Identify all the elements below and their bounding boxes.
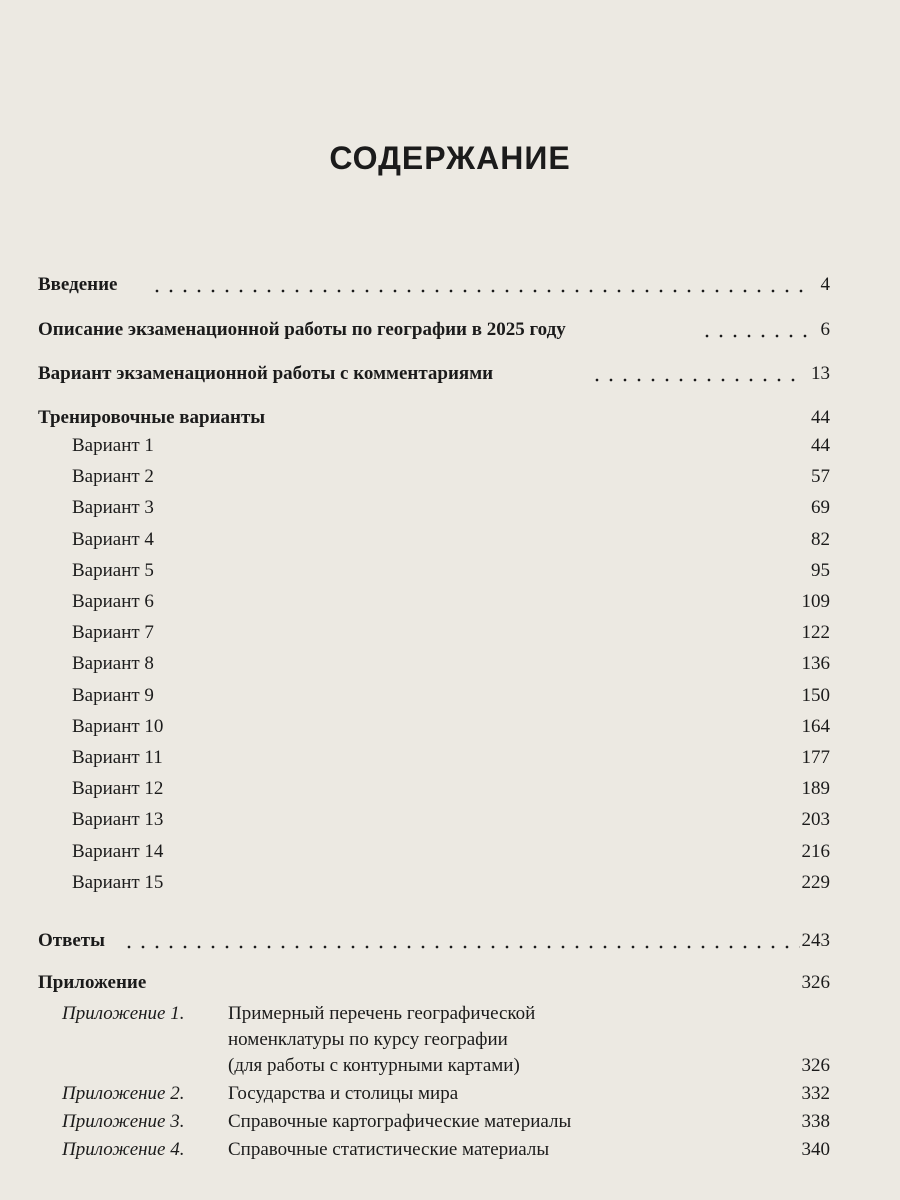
toc-entry-page: 6 [820, 319, 830, 340]
toc-entry-label: Тренировочные варианты [38, 407, 266, 428]
toc-entry-variant [0, 651, 900, 677]
toc-entry-variant [0, 464, 900, 490]
toc-entry-answers [0, 928, 900, 954]
toc-entry-variant [0, 807, 900, 833]
toc-entry-page: 340 [801, 1139, 830, 1160]
toc-entry-label: Приложение [38, 972, 147, 993]
toc-entry-variant [0, 495, 900, 521]
toc-entry-page: 136 [801, 653, 830, 675]
appendix-title-line: Государства и столицы мира [228, 1083, 459, 1104]
toc-appendix-1-line-2 [0, 1027, 900, 1053]
toc-entry-label: Вариант 3 [72, 497, 154, 519]
toc-entry-page: 57 [811, 466, 830, 488]
toc-entry-page: 82 [811, 528, 830, 550]
toc-entry-introduction [0, 272, 900, 298]
toc-entry-label: Ответы [38, 930, 105, 951]
toc-entry-page: 109 [801, 591, 830, 612]
toc-entry-variant [0, 558, 900, 584]
toc-entry-label: Вариант 1 [72, 435, 154, 456]
toc-entry-page: 122 [801, 622, 830, 644]
toc-entry-variant [0, 433, 900, 459]
toc-entry-label: Вариант 5 [72, 559, 154, 581]
toc-appendix-3 [0, 1109, 900, 1135]
toc-entry-page: 13 [811, 363, 830, 384]
toc-entry-label: Вариант 4 [72, 528, 154, 550]
toc-entry-label: Вариант 11 [72, 747, 163, 768]
appendix-prefix: Приложение 3. [62, 1111, 185, 1132]
toc-entry-page: 326 [801, 1055, 830, 1076]
toc-entry-commented-variant [0, 361, 900, 387]
toc-entry-page: 243 [801, 930, 830, 951]
dot-leader [122, 945, 800, 949]
toc-entry-page: 44 [811, 435, 830, 456]
toc-entry-page: 150 [801, 684, 830, 706]
toc-entry-label: Вариант 15 [72, 871, 164, 893]
toc-entry-variant [0, 776, 900, 802]
toc-entry-page: 164 [801, 715, 830, 737]
appendix-prefix: Приложение 1. [62, 1003, 185, 1024]
toc-entry-variant [0, 527, 900, 553]
toc-entry-variant [0, 620, 900, 646]
toc-entry-variant [0, 745, 900, 771]
toc-entry-variant [0, 839, 900, 865]
toc-entry-page: 177 [801, 747, 830, 768]
toc-appendix-1-line-1 [0, 1001, 900, 1027]
toc-entry-page: 229 [801, 871, 830, 893]
toc-entry-label: Вариант 12 [72, 778, 164, 800]
toc-entry-label: Вариант 14 [72, 840, 164, 862]
toc-entry-page: 203 [801, 809, 830, 831]
toc-entry-page: 95 [811, 559, 830, 581]
toc-entry-page: 69 [811, 497, 830, 519]
toc-entry-page: 216 [801, 840, 830, 862]
dot-leader [700, 334, 808, 338]
appendix-title-line: номенклатуры по курсу географии [228, 1029, 508, 1050]
toc-entry-label: Вариант 13 [72, 809, 164, 831]
toc-entry-label: Введение [38, 274, 118, 295]
toc-entry-variant [0, 589, 900, 615]
toc-entry-label: Вариант 8 [72, 653, 154, 675]
toc-entry-label: Вариант 7 [72, 622, 154, 644]
toc-entry-label: Описание экзаменационной работы по географии в 2025 году [38, 319, 566, 340]
dot-leader [150, 289, 808, 293]
toc-entry-label: Вариант 9 [72, 684, 154, 706]
appendix-prefix: Приложение 4. [62, 1139, 185, 1160]
toc-appendix-4 [0, 1137, 900, 1163]
toc-appendix-1-line-3 [0, 1053, 900, 1079]
appendix-title-line: Справочные картографические материалы [228, 1111, 572, 1132]
toc-entry-exam-description [0, 317, 900, 343]
toc-entry-page: 4 [820, 274, 830, 295]
toc-entry-variant [0, 870, 900, 896]
toc-entry-page: 326 [801, 972, 830, 993]
appendix-title-line: Примерный перечень географической [228, 1003, 536, 1024]
toc-entry-label: Вариант 10 [72, 715, 164, 737]
appendix-prefix: Приложение 2. [62, 1083, 185, 1104]
dot-leader [590, 378, 800, 382]
toc-entry-page: 189 [801, 778, 830, 800]
toc-entry-training-variants [0, 405, 900, 431]
page-title: СОДЕРЖАНИЕ [329, 140, 571, 176]
toc-entry-label: Вариант 2 [72, 466, 154, 488]
toc-entry-label: Вариант экзаменационной работы с комментариями [38, 363, 494, 384]
toc-entry-page: 44 [811, 407, 830, 428]
toc-entry-page: 332 [801, 1083, 830, 1104]
toc-entry-variant [0, 683, 900, 709]
toc-entry-appendix [0, 970, 900, 996]
toc-entry-label: Вариант 6 [72, 591, 154, 612]
toc-appendix-2 [0, 1081, 900, 1107]
toc-entry-variant [0, 714, 900, 740]
appendix-title-line: (для работы с контурными картами) [228, 1055, 520, 1076]
toc-entry-page: 338 [801, 1111, 830, 1132]
appendix-title-line: Справочные статистические материалы [228, 1139, 550, 1160]
